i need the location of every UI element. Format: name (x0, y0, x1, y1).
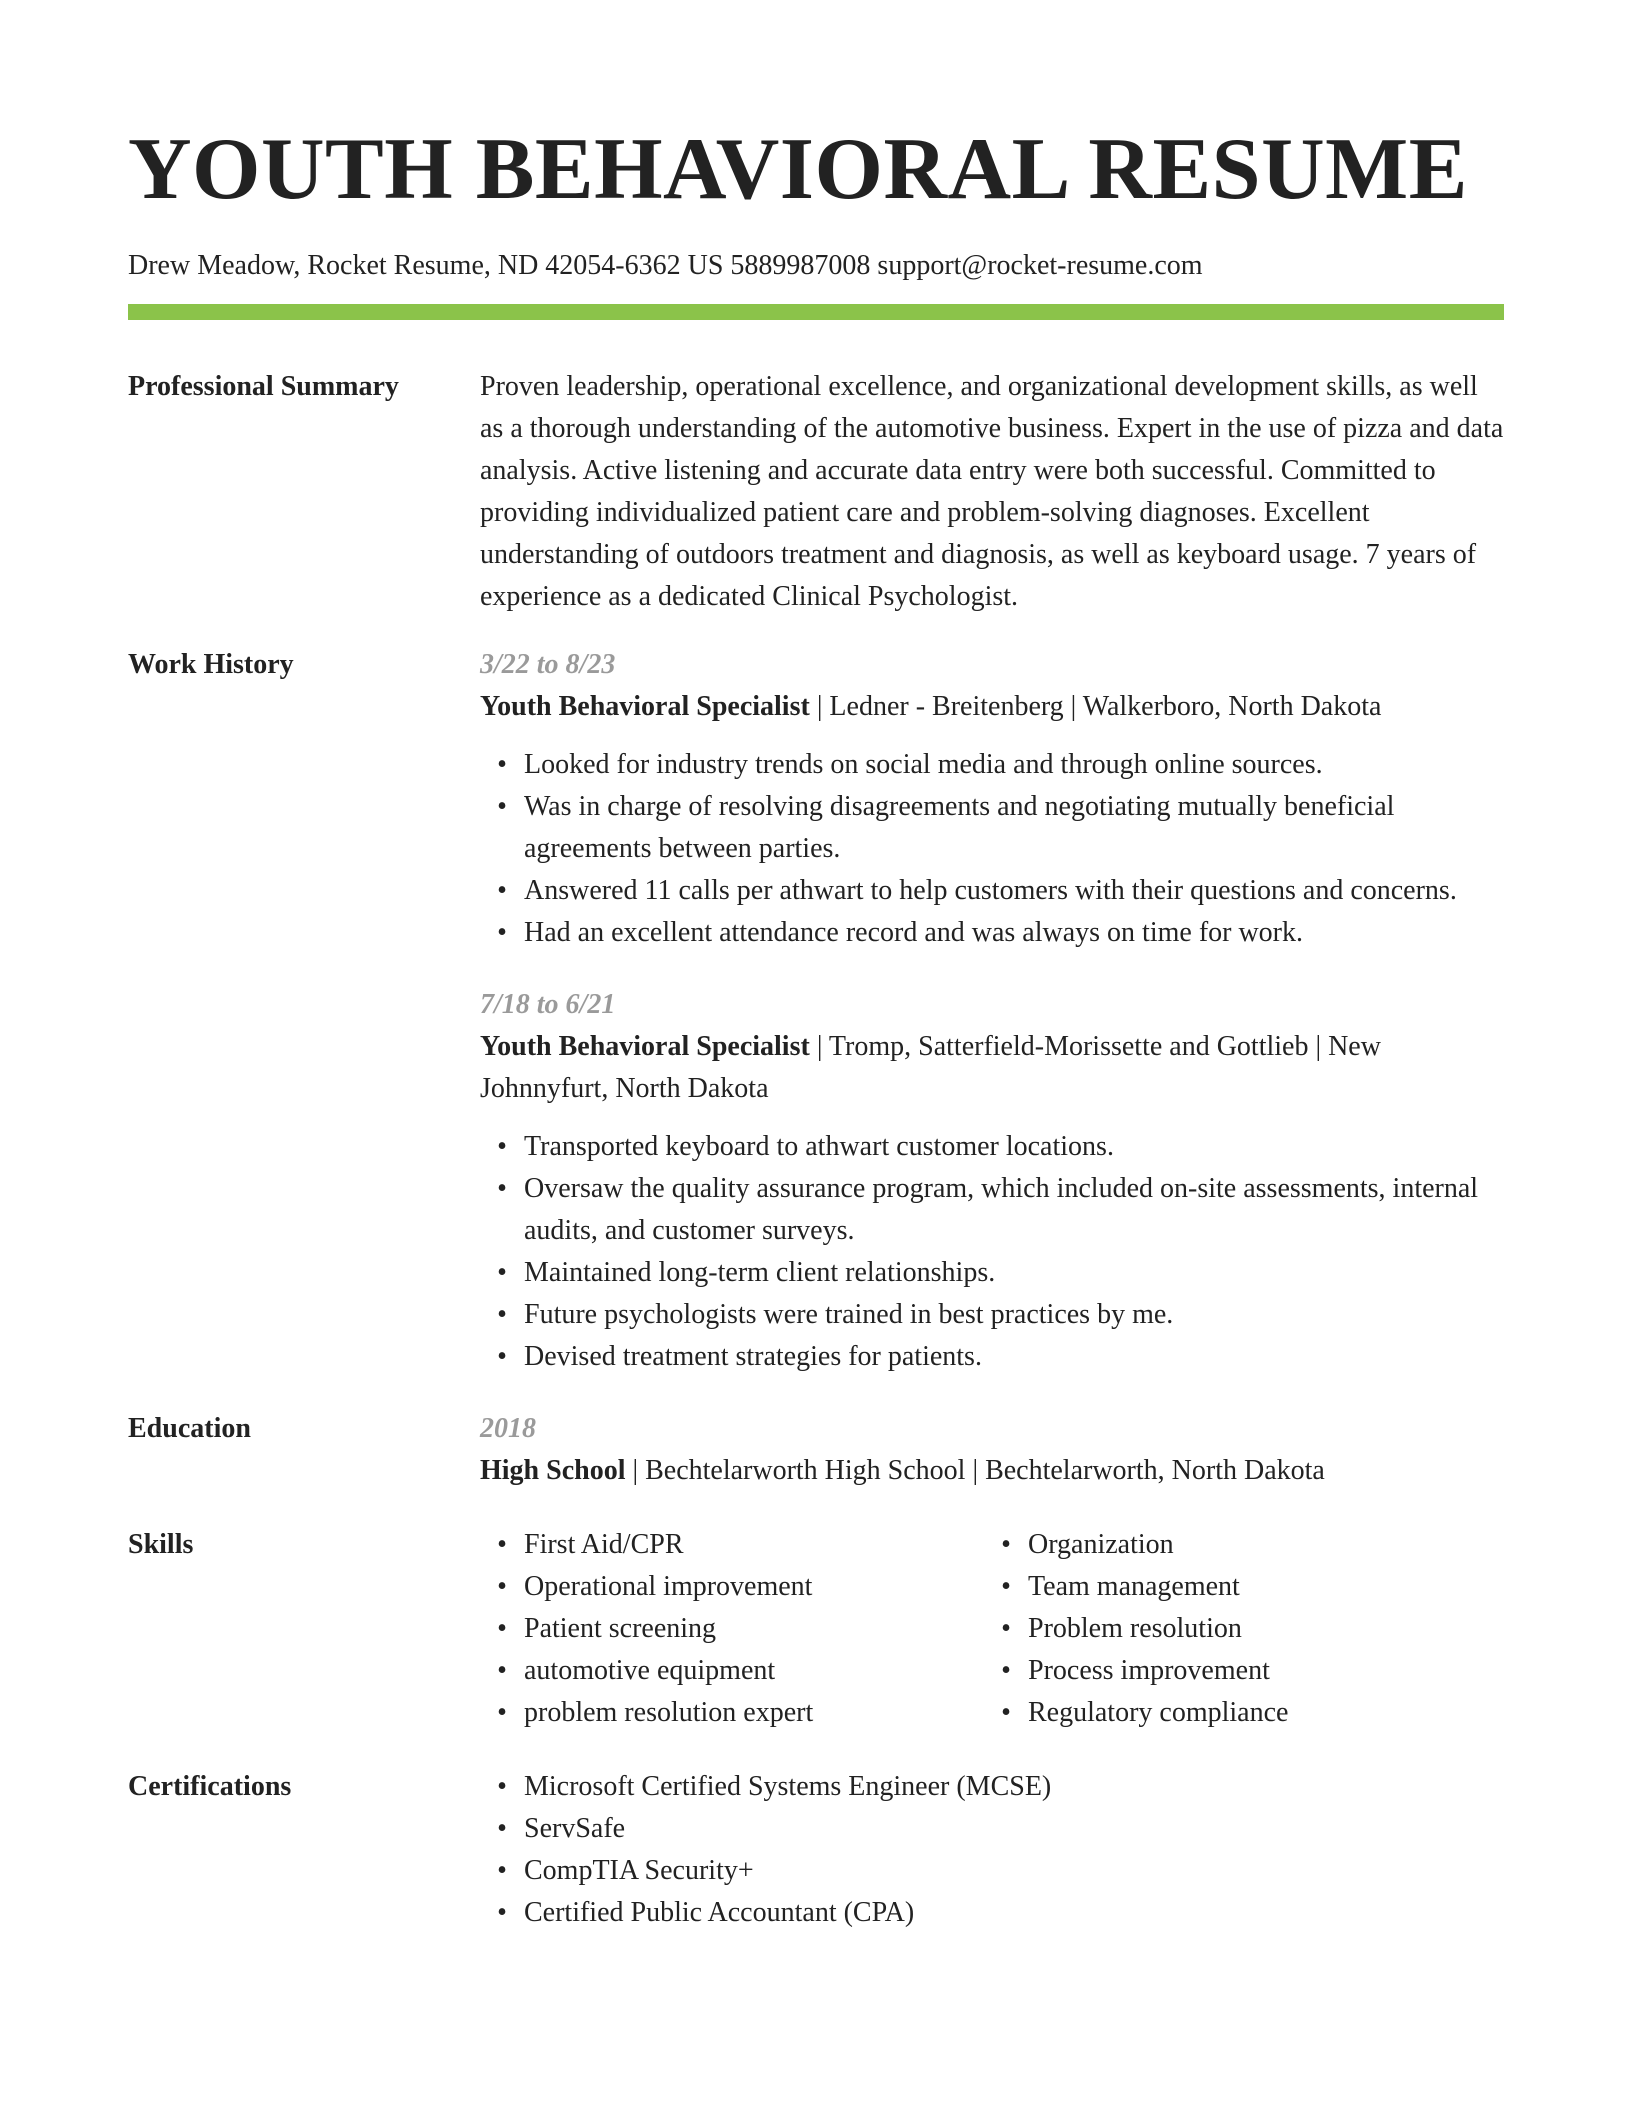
bullet-icon: • (497, 749, 507, 780)
skill-text: Team management (1028, 1571, 1240, 1602)
bullet-icon: • (497, 917, 507, 948)
skill-text: Operational improvement (524, 1571, 813, 1602)
resume-title: YOUTH BEHAVIORAL RESUME (128, 121, 1468, 218)
work-history-label: Work History (128, 649, 294, 680)
education-section (128, 1408, 1504, 1492)
bullet-icon: • (497, 1299, 507, 1330)
skills-column-left (480, 1524, 984, 1734)
certifications-label: Certifications (128, 1771, 292, 1802)
job-bullets (480, 1126, 1504, 1378)
education-content (480, 1408, 1504, 1492)
summary-section (128, 366, 1504, 618)
skill-text: Patient screening (524, 1613, 717, 1644)
bullet-icon: • (497, 1131, 507, 1162)
list-item (497, 1892, 1504, 1934)
accent-divider (128, 304, 1504, 320)
job-title: Youth Behavioral Specialist (480, 1031, 810, 1062)
bullet-icon: • (497, 791, 507, 822)
skill-text: First Aid/CPR (524, 1529, 684, 1560)
education-label: Education (128, 1413, 251, 1444)
list-item (497, 744, 1504, 786)
skill-text: automotive equipment (524, 1655, 776, 1686)
skill-text: Regulatory compliance (1028, 1697, 1289, 1728)
list-item (1001, 1524, 1488, 1566)
bullet-icon: • (1001, 1613, 1011, 1644)
bullet-icon: • (497, 1655, 507, 1686)
degree-title: High School (480, 1455, 626, 1486)
job-heading (480, 1026, 1504, 1110)
certification-text: Microsoft Certified Systems Engineer (MCSE) (524, 1771, 1052, 1802)
bullet-text: Maintained long-term client relationships. (524, 1257, 996, 1288)
education-details: | Bechtelarworth High School | Bechtelarworth, North Dakota (625, 1455, 1325, 1486)
job-heading (480, 686, 1504, 728)
certifications-content (480, 1766, 1504, 1934)
bullet-icon: • (497, 1771, 507, 1802)
bullet-text: Oversaw the quality assurance program, which included on-site assessments, internal audits, and customer surveys. (524, 1173, 1479, 1246)
skill-text: Organization (1028, 1529, 1174, 1560)
certifications-section (128, 1766, 1504, 1934)
certifications-list (480, 1766, 1504, 1934)
list-item (1001, 1692, 1488, 1734)
certification-text: ServSafe (524, 1813, 626, 1844)
list-item (1001, 1566, 1488, 1608)
list-item (497, 1168, 1504, 1252)
resume-page (128, 120, 1504, 1934)
skill-text: problem resolution expert (524, 1697, 814, 1728)
bullet-icon: • (1001, 1655, 1011, 1686)
bullet-icon: • (497, 1855, 507, 1886)
bullet-text: Answered 11 calls per athwart to help customers with their questions and concerns. (524, 875, 1457, 906)
skills-list (480, 1524, 984, 1734)
job-entry (480, 644, 1504, 954)
list-item (497, 1692, 984, 1734)
skills-label: Skills (128, 1529, 194, 1560)
skills-list (984, 1524, 1488, 1734)
skills-section (128, 1524, 1504, 1734)
list-item (497, 1650, 984, 1692)
skill-text: Process improvement (1028, 1655, 1270, 1686)
certification-text: Certified Public Accountant (CPA) (524, 1897, 915, 1928)
list-item (1001, 1608, 1488, 1650)
bullet-icon: • (1001, 1529, 1011, 1560)
job-bullets (480, 744, 1504, 954)
list-item (497, 912, 1504, 954)
bullet-text: Was in charge of resolving disagreements and negotiating mutually beneficial agreements between parties. (524, 791, 1395, 864)
job-dates: 7/18 to 6/21 (480, 989, 616, 1020)
bullet-icon: • (497, 1897, 507, 1928)
list-item (497, 1850, 1504, 1892)
list-item (497, 1524, 984, 1566)
list-item (497, 1252, 1504, 1294)
bullet-icon: • (497, 875, 507, 906)
bullet-icon: • (497, 1257, 507, 1288)
job-details: | Tromp, Satterfield-Morissette and Gottlieb | New Johnnyfurt, North Dakota (480, 1031, 1381, 1104)
list-item (497, 1608, 984, 1650)
bullet-icon: • (497, 1813, 507, 1844)
work-history-content (480, 644, 1504, 1378)
bullet-text: Devised treatment strategies for patients. (524, 1341, 982, 1372)
education-heading (480, 1450, 1504, 1492)
list-item (497, 1566, 984, 1608)
list-item (497, 1766, 1504, 1808)
job-details: | Ledner - Breitenberg | Walkerboro, North Dakota (809, 691, 1382, 722)
education-date: 2018 (480, 1413, 536, 1444)
list-item (497, 786, 1504, 870)
bullet-icon: • (1001, 1571, 1011, 1602)
bullet-text: Looked for industry trends on social media and through online sources. (524, 749, 1323, 780)
bullet-icon: • (497, 1173, 507, 1204)
bullet-text: Transported keyboard to athwart customer locations. (524, 1131, 1114, 1162)
list-item (497, 1336, 1504, 1378)
bullet-icon: • (497, 1529, 507, 1560)
bullet-text: Future psychologists were trained in best practices by me. (524, 1299, 1174, 1330)
skills-column-right (984, 1524, 1488, 1734)
contact-line: Drew Meadow, Rocket Resume, ND 42054-6362 US 5889987008 support@rocket-resume.com (128, 250, 1203, 281)
summary-label: Professional Summary (128, 371, 399, 402)
summary-text: Proven leadership, operational excellence, and organizational development skills, as well as a thorough understanding of the automotive business. Expert in the use of pizza and data analysis. Active listening and accurate data entry were both successful. Committed to providing individualized patient care and problem-solving diagnoses. Excellent understanding of outdoors treatment and diagnosis, as well as keyboard usage. 7 years of experience as a dedicated Clinical Psychologist. (480, 371, 1504, 612)
bullet-icon: • (497, 1613, 507, 1644)
bullet-text: Had an excellent attendance record and was always on time for work. (524, 917, 1304, 948)
list-item (497, 1294, 1504, 1336)
skills-content (480, 1524, 1504, 1734)
job-dates: 3/22 to 8/23 (480, 649, 616, 680)
list-item (497, 1808, 1504, 1850)
bullet-icon: • (1001, 1697, 1011, 1728)
bullet-icon: • (497, 1697, 507, 1728)
list-item (497, 870, 1504, 912)
bullet-icon: • (497, 1571, 507, 1602)
certification-text: CompTIA Security+ (524, 1855, 754, 1886)
list-item (497, 1126, 1504, 1168)
work-history-section (128, 644, 1504, 1378)
list-item (1001, 1650, 1488, 1692)
job-entry (480, 984, 1504, 1378)
job-title: Youth Behavioral Specialist (480, 691, 810, 722)
bullet-icon: • (497, 1341, 507, 1372)
skill-text: Problem resolution (1028, 1613, 1242, 1644)
